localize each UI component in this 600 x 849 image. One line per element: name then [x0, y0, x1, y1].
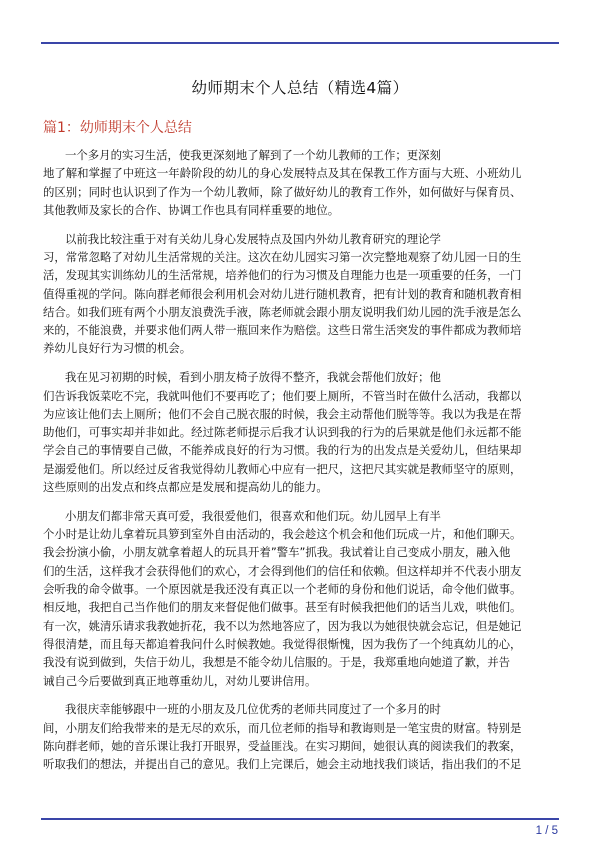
text-line: 我很庆幸能够跟中一班的小朋友及几位优秀的老师共同度过了一个多月的时: [65, 702, 441, 717]
text-line: 个小时是让幼儿拿着玩具箩到室外自由活动的，我会趁这个机会和他们玩成一片，和他们聊天。: [43, 527, 522, 542]
section-heading: 篇1：幼师期末个人总结: [43, 120, 192, 136]
text-line: 小朋友们都非常天真可爱，我很爱他们，很喜欢和他们玩。幼儿园早上有半: [65, 508, 441, 523]
paragraph-1: [43, 146, 558, 219]
text-line: 有一次，姚清乐请求我教她折花，我不以为然地答应了，因为我以为她很快就会忘记，但是她记: [43, 618, 522, 633]
text-line: 地了解和掌握了中班这一年龄阶段的幼儿的身心发展特点及其在保教工作方面与大班、小班幼儿: [43, 166, 522, 181]
text-line: 我没有说到做到，失信于幼儿，我想是不能令幼儿信服的。于是，我郑重地向她道了歉，并告: [43, 655, 511, 670]
footer-rule: [41, 818, 559, 820]
text-line: 我会扮演小偷，小朋友就拿着超人的玩具开着”警车”抓我。我试着让自己变成小朋友，融入他: [43, 545, 511, 560]
text-line: 活，发现其实训练幼儿的生活常规，培养他们的行为习惯及自理能力也是一项重要的任务，一门: [43, 268, 522, 283]
text-line: 诫自己今后要做到真正地尊重幼儿，对幼儿要讲信用。: [43, 673, 317, 688]
paragraph-5: [43, 700, 558, 773]
text-line: 习，常常忽略了对幼儿生活常规的关注。这次在幼儿园实习第一次完整地观察了幼儿园一日的生: [43, 249, 522, 264]
header-rule: [41, 42, 559, 44]
text-line: 得很清楚，而且每天都追着我问什么时候教她。我觉得很惭愧，因为我伤了一个纯真幼儿的心，: [43, 636, 522, 651]
text-line: 为应该让他们去上厕所；他们不会自己脱衣服的时候，我会主动帮他们脱等等。我以为我是在帮: [43, 406, 522, 421]
page-number: 1 / 5: [535, 825, 558, 837]
text-line: 听取我们的想法，并提出自己的意见。我们上完课后，她会主动地找我们谈话，指出我们的不足: [43, 757, 522, 772]
text-line: 会听我的命令做事。一个原因就是我还没有真正以一个老师的身份和他们说话，命令他们做事。: [43, 582, 522, 597]
text-line: 相反地，我把自己当作他们的朋友来督促他们做事。甚至有时候我把他们的话当儿戏，哄他们。: [43, 600, 522, 615]
text-line: 是溺爱他们。所以经过反省我觉得幼儿教师心中应有一把尺，这把尺其实就是教师坚守的原则，: [43, 461, 522, 476]
text-line: 助他们，可事实却并非如此。经过陈老师提示后我才认识到我的行为的后果就是他们永远都不能: [43, 425, 522, 440]
text-line: 值得重视的学问。陈向群老师很会利用机会对幼儿进行随机教育，把有计划的教育和随机教育相: [43, 286, 522, 301]
text-line: 这些原则的出发点和终点都应是发展和提高幼儿的能力。: [43, 480, 328, 495]
text-line: 其他教师及家长的合作、协调工作也具有同样重要的地位。: [43, 202, 340, 217]
text-line: 们告诉我饭菜吃不完，我就叫他们不要再吃了；他们要上厕所，不管当时在做什么活动，我都以: [43, 388, 522, 403]
paragraph-4: [43, 507, 558, 690]
paragraph-3: [43, 368, 558, 496]
text-line: 们的生活，这样我才会获得他们的欢心，才会得到他们的信任和依赖。但这样却并不代表小朋友: [43, 563, 522, 578]
paragraph-2: [43, 230, 558, 358]
document-title: 幼师期末个人总结（精选4篇）: [191, 79, 409, 97]
text-line: 结合。如我们班有两个小朋友浪费洗手液，陈老师就会跟小朋友说明我们幼儿园的洗手液是怎么: [43, 304, 522, 319]
text-line: 来的，不能浪费，并要求他们两人带一瓶回来作为赔偿。这些日常生活突发的事件都成为教师培: [43, 323, 522, 338]
text-line: 学会自己的事情要自己做，不能养成良好的行为习惯。我的行为的出发点是关爱幼儿，但结果却: [43, 443, 522, 458]
text-line: 我在见习初期的时候，看到小朋友椅子放得不整齐，我就会帮他们放好；他: [65, 370, 441, 385]
text-line: 陈向群老师，她的音乐课让我打开眼界，受益匪浅。在实习期间，她很认真的阅读我们的教案，: [43, 738, 522, 753]
document-body: [43, 146, 558, 784]
text-line: 的区别；同时也认识到了作为一个幼儿教师，除了做好幼儿的教育工作外，如何做好与保育员、: [43, 184, 522, 199]
text-line: 养幼儿良好行为习惯的机会。: [43, 341, 192, 356]
text-line: 一个多月的实习生活，使我更深刻地了解到了一个幼儿教师的工作；更深刻: [65, 148, 441, 162]
text-line: 间，小朋友们给我带来的是无尽的欢乐，而几位老师的指导和教诲则是一笔宝贵的财富。特别是: [43, 720, 522, 735]
text-line: 以前我比较注重于对有关幼儿身心发展特点及国内外幼儿教育研究的理论学: [65, 231, 441, 246]
